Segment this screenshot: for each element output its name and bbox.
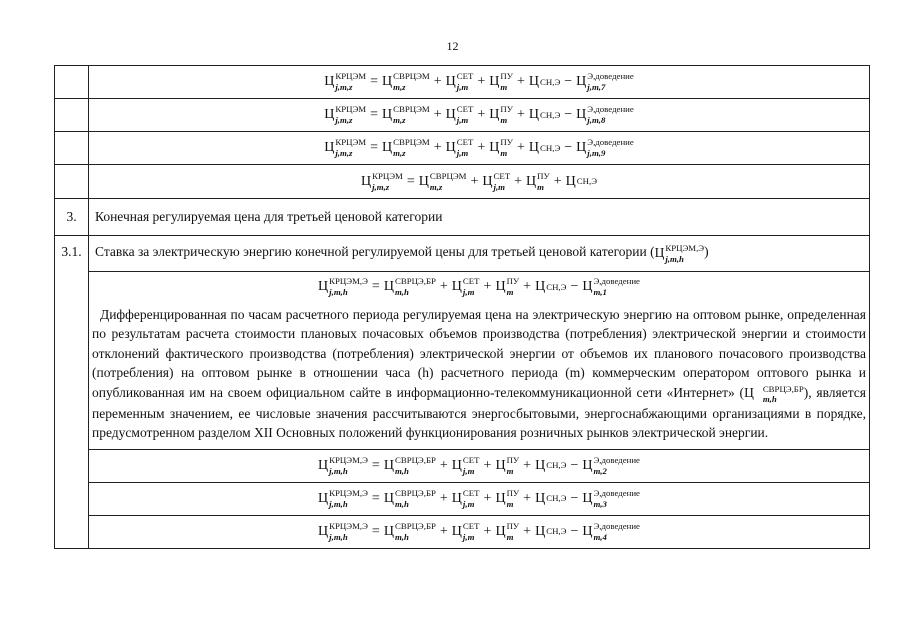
superscript: СЕТ: [456, 71, 474, 82]
operator: +: [523, 523, 532, 539]
superscript: СЕТ: [462, 276, 480, 287]
term: [445, 71, 474, 92]
superscript: СН,Э: [546, 526, 567, 537]
superscript: КРЦЭМ: [335, 137, 367, 148]
section-number: 3.: [55, 199, 89, 236]
price-symbol: Ц: [495, 279, 506, 295]
lhs-term: [324, 137, 367, 158]
subscript: m,h: [394, 531, 409, 542]
subscript: j,m: [456, 148, 469, 158]
operator: −: [564, 74, 573, 90]
price-symbol: Ц: [383, 457, 394, 473]
term: [566, 174, 597, 189]
term: [451, 455, 480, 476]
superscript: СЕТ: [462, 521, 480, 532]
operator: +: [477, 74, 486, 90]
formula: [89, 272, 869, 302]
operator: −: [570, 523, 579, 539]
operator: −: [564, 107, 573, 123]
operator: =: [370, 74, 378, 90]
term: [576, 104, 634, 125]
operator: +: [483, 457, 492, 473]
price-symbol: Ц: [582, 457, 593, 473]
superscript: СВРЦЭ,БР: [394, 488, 436, 499]
price-symbol: Ц: [489, 74, 500, 90]
operator: −: [570, 490, 579, 506]
term: [383, 488, 436, 509]
term: [489, 71, 513, 92]
operator: +: [439, 279, 448, 294]
subscript: j,m: [462, 465, 475, 476]
price-symbol: Ц: [360, 173, 372, 189]
price-symbol: Ц: [535, 279, 546, 294]
price-symbol: Ц: [535, 457, 546, 473]
section-title-text: Ставка за электрическую энергию конечной регулируемой цены для третьей ценовой категории (: [95, 244, 655, 260]
superscript: СЕТ: [462, 455, 480, 466]
operator: +: [523, 457, 532, 473]
superscript: СВРЦЭ,БР: [394, 276, 436, 287]
subscript: m: [537, 181, 545, 192]
subscript: m,h: [394, 465, 409, 476]
lhs-term: [318, 521, 368, 542]
term: [495, 488, 520, 509]
price-symbol: Ц: [318, 279, 329, 295]
superscript: ПУ: [500, 104, 513, 115]
superscript: ПУ: [506, 276, 520, 287]
operator: +: [433, 140, 442, 156]
subscript: m,h: [394, 498, 409, 509]
subscript: j,m,z: [372, 181, 390, 192]
price-symbol: Ц: [324, 74, 335, 90]
term: [482, 170, 511, 192]
formula: [89, 99, 870, 132]
lhs-term: [360, 170, 403, 192]
superscript: ПУ: [537, 170, 550, 181]
subscript: j,m,h: [329, 287, 348, 297]
term: [582, 521, 640, 542]
term: [576, 71, 634, 92]
term: [445, 137, 474, 158]
price-symbol: Ц: [582, 523, 593, 539]
table-row: [55, 66, 870, 99]
superscript: СВРЦЭ,БР: [394, 521, 436, 532]
superscript: СВРЦЭМ: [393, 71, 430, 82]
term: [384, 276, 436, 297]
superscript: СВРЦЭМ: [429, 170, 467, 181]
subscript: j,m,8: [587, 115, 606, 125]
operator: =: [406, 173, 415, 189]
superscript: КРЦЭМ: [335, 104, 367, 115]
price-symbol: Ц: [381, 74, 393, 90]
price-symbol: Ц: [451, 457, 462, 473]
superscript: СН,Э: [540, 142, 561, 153]
subscript: j,m,z: [335, 148, 353, 158]
term: [582, 455, 640, 476]
formula: [89, 165, 870, 199]
lhs-term: [324, 104, 367, 125]
price-symbol: Ц: [383, 279, 394, 295]
operator: +: [483, 523, 492, 539]
superscript: Э,доведение: [587, 104, 634, 115]
operator: +: [477, 107, 486, 123]
price-symbol: Ц: [482, 173, 493, 189]
subscript: m,z: [429, 181, 443, 192]
subscript: j,m: [462, 531, 475, 542]
term: [582, 488, 640, 509]
operator: +: [483, 279, 492, 294]
price-symbol: Ц: [383, 523, 394, 539]
operator: =: [371, 523, 380, 539]
term: [535, 458, 566, 473]
term: [383, 521, 436, 542]
formula: [89, 482, 870, 515]
subscript: j,m: [493, 181, 506, 192]
superscript: Э,доведение: [593, 521, 640, 532]
term: [383, 455, 436, 476]
price-symbol: Ц: [318, 490, 329, 506]
superscript: СЕТ: [456, 137, 474, 148]
term: [529, 140, 560, 155]
superscript: КРЦЭМ,Э: [329, 455, 368, 466]
price-symbol: Ц: [576, 74, 587, 90]
term: [535, 491, 566, 506]
operator: +: [433, 74, 442, 90]
table-row: [55, 236, 870, 272]
formula: [89, 449, 870, 482]
page-number: 12: [446, 39, 459, 53]
operator: +: [439, 490, 448, 506]
price-symbol: Ц: [445, 140, 456, 156]
superscript: СН,Э: [546, 460, 567, 471]
term: [495, 455, 520, 476]
price-symbol: Ц: [582, 490, 593, 506]
term: [381, 137, 430, 158]
subscript: j,m,z: [335, 115, 353, 125]
price-symbol: Ц: [451, 279, 462, 295]
term: [495, 521, 520, 542]
superscript: СВРЦЭМ: [393, 104, 430, 115]
term: [452, 276, 480, 297]
superscript: Э,доведение: [587, 71, 634, 82]
operator: +: [523, 279, 532, 294]
section-title: Ставка за электрическую энергию конечной регулируемой цены для третьей ценовой категории (Ц КРЦЭМ,Э j,m,h ): [89, 236, 870, 272]
price-symbol: Ц: [383, 490, 394, 506]
price-symbol: Ц: [381, 107, 393, 123]
price-symbol: Ц: [495, 523, 506, 539]
term: [529, 107, 560, 122]
subscript: j,m,9: [587, 148, 606, 158]
subscript: m: [500, 148, 508, 158]
subscript: m: [500, 115, 508, 125]
superscript: СН,Э: [576, 176, 598, 187]
term: [582, 276, 640, 297]
subscript: m,z: [393, 82, 406, 92]
superscript: ПУ: [500, 71, 513, 82]
operator: =: [371, 490, 380, 506]
table-row: [55, 449, 870, 482]
subscript: m,z: [393, 148, 406, 158]
section-number: 3.1.: [55, 236, 89, 549]
superscript: Э,доведение: [593, 455, 640, 466]
subscript: j,m,z: [335, 82, 353, 92]
operator: +: [517, 74, 525, 90]
superscript: Э,доведение: [587, 137, 634, 148]
term: [495, 276, 519, 297]
price-symbol: Ц: [445, 107, 456, 123]
operator: +: [553, 173, 562, 189]
lhs-term: [318, 488, 368, 509]
subscript: m: [500, 82, 508, 92]
operator: +: [439, 457, 448, 473]
operator: +: [517, 107, 525, 123]
price-symbol: Ц: [451, 523, 462, 539]
table-row: [55, 99, 870, 132]
subscript: j,m: [462, 287, 475, 297]
operator: +: [439, 523, 448, 539]
operator: +: [514, 173, 523, 189]
operator: =: [371, 457, 380, 473]
operator: =: [371, 279, 380, 294]
operator: +: [470, 173, 479, 189]
superscript: СН,Э: [546, 281, 567, 292]
price-symbol: Ц: [528, 107, 540, 123]
term: [529, 74, 560, 89]
subscript: j,m,h: [329, 498, 348, 509]
price-symbol: Ц: [528, 74, 540, 90]
subscript: m,1: [593, 287, 607, 297]
term: [451, 488, 480, 509]
term: [381, 71, 430, 92]
subscript: m: [506, 465, 514, 476]
superscript: ПУ: [500, 137, 513, 148]
superscript: КРЦЭМ,Э: [329, 276, 368, 287]
operator: +: [433, 107, 442, 123]
tariff-table: [54, 65, 870, 549]
operator: −: [564, 140, 573, 156]
lhs-term: [324, 71, 367, 92]
lhs-term: [318, 276, 368, 297]
price-symbol: Ц: [495, 490, 506, 506]
superscript: Э,доведение: [593, 488, 640, 499]
price-symbol: Ц: [318, 457, 329, 473]
operator: +: [477, 140, 486, 156]
inline-formula: Ц СВРЦЭ,БР m,h: [744, 383, 804, 404]
operator: −: [570, 279, 579, 294]
price-symbol: Ц: [535, 490, 546, 506]
subscript: m: [506, 531, 514, 542]
operator: +: [523, 490, 532, 506]
term: [489, 137, 513, 158]
price-symbol: Ц: [528, 140, 540, 156]
table-row: [55, 272, 870, 450]
term: [489, 104, 513, 125]
price-symbol: Ц: [324, 140, 335, 156]
superscript: СН,Э: [546, 493, 567, 504]
operator: =: [370, 107, 378, 123]
superscript: ПУ: [506, 488, 520, 499]
subscript: m,h: [394, 287, 409, 297]
price-symbol: Ц: [535, 523, 546, 539]
inline-formula: Ц КРЦЭМ,Э j,m,h: [654, 243, 705, 264]
superscript: КРЦЭМ,Э: [329, 521, 368, 532]
table-row: [55, 165, 870, 199]
term: [576, 137, 634, 158]
price-symbol: Ц: [318, 523, 329, 539]
price-symbol: Ц: [576, 107, 587, 123]
table-row: [55, 515, 870, 548]
operator: +: [517, 140, 525, 156]
price-symbol: Ц: [451, 490, 462, 506]
subscript: j,m,7: [587, 82, 606, 92]
subscript: m,3: [593, 498, 607, 509]
description-paragraph: Дифференцированная по часам расчетного периода регулируемая цена на электрическую энергию на оптовом рынке, определенная по результатам расчета стоимости плановых почасовых объемов производства (потребления) электрической энергии и стоимости отклонений фактического производства (потребления) электрической энергии от объемов их планового почасового производства (потребления) на оптовом рынке в отношении часа (h) расчетного периода (m) коммерческим оператором оптового рынка и опубликованная им на своем официальном сайте в информационно-телекоммуникационной сети «Интернет» (Ц СВРЦЭ,БР m,h ), является переменным значением, ее числовые значения рассчитываются энергосбытовыми, энергоснабжающими организациями в порядке, предусмотренном разделом XII Основных положений функционирования розничных рынков электрической энергии.: [92, 307, 867, 441]
term: [445, 104, 474, 125]
superscript: СВРЦЭ,БР: [394, 455, 436, 466]
table-row: [55, 132, 870, 165]
superscript: Э,доведение: [593, 276, 640, 287]
lhs-term: [318, 455, 368, 476]
table-row: [55, 482, 870, 515]
formula: [89, 132, 870, 165]
operator: +: [483, 490, 492, 506]
superscript: СЕТ: [493, 170, 511, 181]
price-symbol: Ц: [565, 173, 576, 189]
superscript: СН,Э: [540, 109, 561, 120]
superscript: КРЦЭМ: [335, 71, 367, 82]
formula: [89, 515, 870, 548]
subscript: m,4: [593, 531, 607, 542]
superscript: ПУ: [506, 455, 520, 466]
subscript: j,m,h: [329, 465, 348, 476]
term: [535, 524, 566, 539]
operator: =: [370, 140, 378, 156]
superscript: СВРЦЭМ: [393, 137, 430, 148]
price-symbol: Ц: [489, 140, 500, 156]
price-symbol: Ц: [576, 140, 587, 156]
price-symbol: Ц: [381, 140, 393, 156]
operator: −: [570, 457, 579, 473]
price-symbol: Ц: [445, 74, 456, 90]
superscript: ПУ: [506, 521, 520, 532]
price-symbol: Ц: [526, 173, 537, 189]
term: [535, 280, 566, 294]
subscript: j,m,h: [329, 531, 348, 542]
table-row: [55, 199, 870, 236]
superscript: КРЦЭМ,Э: [329, 488, 368, 499]
superscript: КРЦЭМ: [372, 170, 403, 181]
subscript: m,z: [393, 115, 406, 125]
price-symbol: Ц: [418, 173, 429, 189]
formula: [89, 66, 870, 99]
subscript: j,m: [456, 82, 469, 92]
subscript: m: [506, 287, 514, 297]
subscript: m,2: [593, 465, 607, 476]
term: [418, 170, 467, 192]
subscript: m: [506, 498, 514, 509]
term: [381, 104, 430, 125]
term: [526, 170, 550, 192]
superscript: СЕТ: [462, 488, 480, 499]
superscript: СН,Э: [540, 76, 561, 87]
price-symbol: Ц: [324, 107, 335, 123]
price-symbol: Ц: [582, 279, 593, 295]
price-symbol: Ц: [495, 457, 506, 473]
subscript: j,m: [456, 115, 469, 125]
subscript: j,m: [462, 498, 475, 509]
section-title: Конечная регулируемая цена для третьей ценовой категории: [89, 199, 870, 236]
price-symbol: Ц: [489, 107, 500, 123]
superscript: СЕТ: [456, 104, 474, 115]
term: [451, 521, 480, 542]
